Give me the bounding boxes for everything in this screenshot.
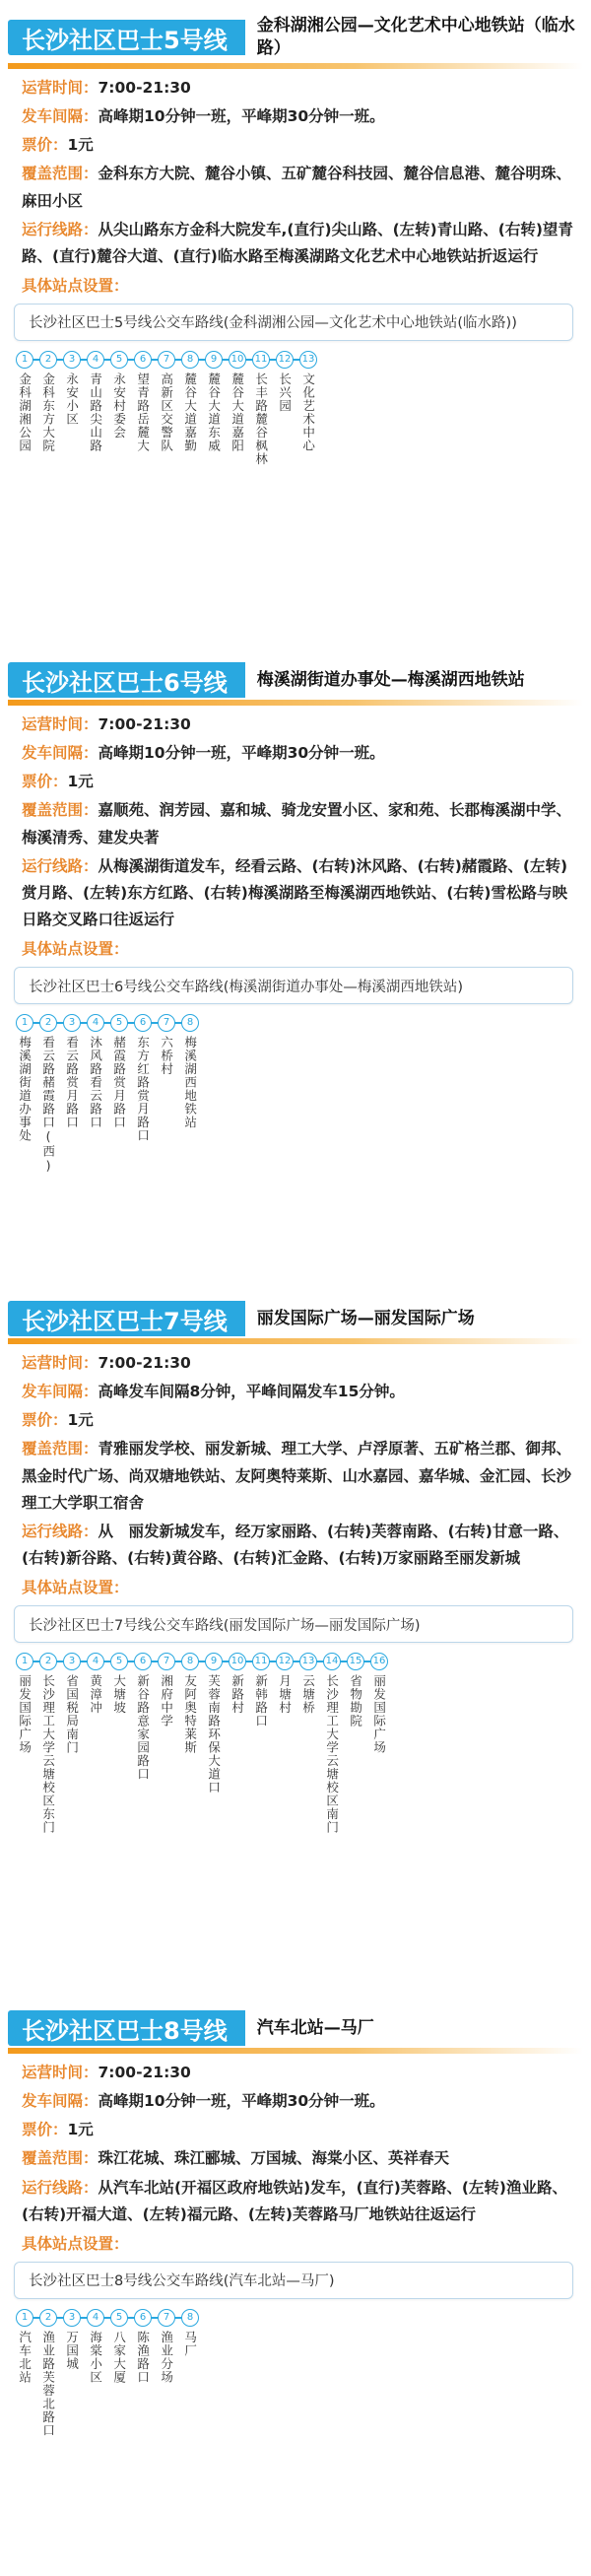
stop-name: 文化艺术中心 <box>300 372 316 452</box>
stop-number: 11 <box>252 351 270 369</box>
stop-item <box>156 2309 177 2384</box>
stop-number: 13 <box>299 351 317 369</box>
line-7-section <box>0 1301 591 1834</box>
stop-item <box>108 2309 130 2384</box>
line-6-header <box>8 662 583 698</box>
stops-diagram <box>14 351 591 466</box>
stop-item <box>179 2309 201 2357</box>
route-name: 梅溪湖街道办事处—梅溪湖西地铁站 <box>256 669 525 690</box>
interval-label: 发车间隔： <box>22 744 98 763</box>
interval-value: 高峰期10分钟一班，平峰期30分钟一班。 <box>98 2092 385 2111</box>
hours-value: 7:00-21:30 <box>98 2064 191 2081</box>
fare-label: 票价： <box>22 1411 68 1430</box>
fare-value: 1元 <box>67 1411 94 1430</box>
stop-number: 1 <box>16 2309 33 2327</box>
stop-item <box>297 1653 319 1715</box>
stop-name: 梅溪湖西地铁站 <box>182 1036 198 1129</box>
stop-name: 湘府中学 <box>159 1674 174 1728</box>
route-value: 从 丽发新城发车，经万家丽路、(右转)芙蓉南路、(右转)甘意一路、(右转)新谷路、(右转)黄谷路、(右转)汇金路、(右转)万家丽路至丽发新城 <box>22 1522 569 1567</box>
route-name: 金科湖湘公园—文化艺术中心地铁站（临水路） <box>256 16 575 58</box>
coverage-label: 覆盖范围： <box>22 2149 98 2168</box>
stop-number: 3 <box>63 1014 81 1032</box>
stop-name: 黄漳冲 <box>88 1674 103 1715</box>
stop-item <box>250 1653 272 1728</box>
divider-bar <box>8 700 583 706</box>
hours-value: 7:00-21:30 <box>98 715 191 733</box>
stop-item <box>108 351 130 440</box>
line-6-section <box>0 662 591 1174</box>
stop-number: 16 <box>370 1653 388 1670</box>
line-details <box>22 712 579 933</box>
route-box: 长沙社区巴士7号线公交车路线(丽发国际广场—丽发国际广场) <box>14 1605 573 1643</box>
route-value: 从汽车北站(开福区政府地铁站)发车，(直行)芙蓉路、(左转)渔业路、(右转)开福大道、(左转)福元路、(左转)芙蓉路马厂地铁站往返运行 <box>22 2178 568 2223</box>
stop-number: 12 <box>276 1653 294 1670</box>
stop-number: 8 <box>181 1653 199 1670</box>
stop-number: 12 <box>276 351 294 369</box>
stop-name: 马厂 <box>182 2330 198 2357</box>
stop-number: 11 <box>252 1653 270 1670</box>
stop-name: 看云路赭霞路口(西) <box>40 1036 56 1174</box>
stop-item <box>227 1653 248 1715</box>
stop-item <box>37 1014 59 1174</box>
stop-item <box>156 1653 177 1728</box>
route-name: 丽发国际广场—丽发国际广场 <box>256 1308 475 1328</box>
stop-item <box>227 351 248 452</box>
coverage-value: 珠江花城、珠江郦城、万国城、海棠小区、英祥春天 <box>98 2149 450 2168</box>
stop-name: 长兴园 <box>277 372 293 413</box>
hours-value: 7:00-21:30 <box>98 1354 191 1372</box>
divider-bar <box>8 1338 583 1344</box>
line-details <box>22 75 579 270</box>
stop-item <box>61 1653 83 1754</box>
stop-item <box>203 1653 225 1795</box>
fare-label: 票价： <box>22 773 68 791</box>
stop-name: 万国城 <box>64 2330 80 2371</box>
interval-label: 发车间隔： <box>22 107 98 126</box>
line-8-section <box>0 2010 591 2447</box>
stop-name: 省物勘院 <box>348 1674 363 1728</box>
interval-value: 高峰期10分钟一班，平峰期30分钟一班。 <box>98 107 385 126</box>
stop-number: 7 <box>158 1653 175 1670</box>
fare-value: 1元 <box>67 773 94 791</box>
stop-number: 4 <box>87 1653 104 1670</box>
stop-number: 7 <box>158 1014 175 1032</box>
stop-name: 六桥村 <box>159 1036 174 1076</box>
stop-name: 赭霞路赏月路口 <box>111 1036 127 1129</box>
stop-name: 麓谷大道嘉阳 <box>230 372 245 452</box>
route-box: 长沙社区巴士6号线公交车路线(梅溪湖街道办事处—梅溪湖西地铁站) <box>14 967 573 1004</box>
stop-number: 1 <box>16 1653 33 1670</box>
stop-name: 新路村 <box>230 1674 245 1715</box>
hours-label: 运营时间： <box>22 79 98 97</box>
divider-bar <box>8 2048 583 2054</box>
stop-number: 7 <box>158 2309 175 2327</box>
route-box: 长沙社区巴士8号线公交车路线(汽车北站—马厂) <box>14 2262 573 2299</box>
stop-name: 永安小区 <box>64 372 80 426</box>
stop-name: 云塘桥 <box>300 1674 316 1715</box>
stop-number: 4 <box>87 351 104 369</box>
stop-item <box>37 351 59 452</box>
stop-item <box>85 351 106 452</box>
stop-item <box>321 1653 343 1834</box>
stop-number: 8 <box>181 2309 199 2327</box>
stop-name: 金科东方大院 <box>40 372 56 452</box>
stops-label: 具体站点设置： <box>22 2234 129 2253</box>
stop-item <box>37 1653 59 1834</box>
stop-number: 14 <box>323 1653 341 1670</box>
fare-value: 1元 <box>67 2121 94 2139</box>
stop-name: 汽车北站 <box>17 2330 33 2384</box>
line-title: 长沙社区巴士8号线 <box>8 2010 245 2046</box>
interval-label: 发车间隔： <box>22 1383 98 1401</box>
stop-number: 4 <box>87 1014 104 1032</box>
stop-name: 渔业路芙蓉北路口 <box>40 2330 56 2437</box>
stop-name: 陈渔路口 <box>135 2330 151 2384</box>
stop-name: 省国税局南门 <box>64 1674 80 1754</box>
stop-name: 沐风路看云路口 <box>88 1036 103 1129</box>
divider-bar <box>8 63 583 69</box>
stop-name: 看云路赏月路口 <box>64 1036 80 1129</box>
line-title: 长沙社区巴士5号线 <box>8 20 245 55</box>
route-label: 运行线路： <box>22 1522 98 1540</box>
stops-label: 具体站点设置： <box>22 276 129 295</box>
stop-item <box>345 1653 366 1728</box>
stop-name: 长沙理工大学云塘校区南门 <box>324 1674 340 1834</box>
stop-number: 2 <box>39 1653 57 1670</box>
stop-item <box>37 2309 59 2437</box>
stop-name: 芙蓉南路环保大道口 <box>206 1674 222 1795</box>
interval-label: 发车间隔： <box>22 2092 98 2111</box>
line-details <box>22 1350 579 1572</box>
stop-name: 海棠小区 <box>88 2330 103 2384</box>
stop-name: 新谷路意家园路口 <box>135 1674 151 1781</box>
stops-diagram <box>14 1014 591 1174</box>
stop-number: 3 <box>63 1653 81 1670</box>
fare-label: 票价： <box>22 2121 68 2139</box>
route-value: 从梅溪湖街道发车，经看云路、(右转)沐风路、(右转)赭霞路、(左转)赏月路、(左转)东方红路、(右转)梅溪湖路至梅溪湖西地铁站、(右转)雪松路与映日路交叉路口往返运行 <box>22 856 568 928</box>
hours-label: 运营时间： <box>22 1354 98 1372</box>
stop-number: 6 <box>134 351 152 369</box>
route-label: 运行线路： <box>22 220 98 238</box>
line-7-header <box>8 1301 583 1336</box>
stop-name: 高新区交警队 <box>159 372 174 452</box>
stop-name: 望青路岳麓大 <box>135 372 151 452</box>
stop-number: 4 <box>87 2309 104 2327</box>
stop-item <box>85 1653 106 1715</box>
stop-item <box>297 351 319 452</box>
stop-item <box>132 351 154 452</box>
stop-item <box>179 1653 201 1754</box>
stop-name: 长丰路麓谷枫林 <box>253 372 269 466</box>
route-label: 运行线路： <box>22 2178 98 2197</box>
stop-name: 长沙理工大学云塘校区东门 <box>40 1674 56 1834</box>
stop-number: 8 <box>181 1014 199 1032</box>
stop-item <box>14 351 35 452</box>
stop-item <box>14 2309 35 2384</box>
stop-item <box>14 1014 35 1142</box>
stop-item <box>61 2309 83 2371</box>
stop-name: 八家大厦 <box>111 2330 127 2384</box>
stop-number: 6 <box>134 2309 152 2327</box>
coverage-label: 覆盖范围： <box>22 165 98 183</box>
stop-name: 东方红路赏月路口 <box>135 1036 151 1142</box>
stop-item <box>61 351 83 426</box>
fare-label: 票价： <box>22 136 68 155</box>
stop-number: 2 <box>39 351 57 369</box>
coverage-label: 覆盖范围： <box>22 801 98 820</box>
coverage-value: 金科东方大院、麓谷小镇、五矿麓谷科技园、麓谷信息港、麓谷明珠、麻田小区 <box>22 165 572 210</box>
hours-label: 运营时间： <box>22 2064 98 2081</box>
stop-item <box>108 1014 130 1129</box>
stop-number: 1 <box>16 1014 33 1032</box>
stop-item <box>85 1014 106 1129</box>
stop-item <box>85 2309 106 2384</box>
stop-number: 5 <box>110 2309 128 2327</box>
stop-name: 金科湖湘公园 <box>17 372 33 452</box>
stop-name: 新韩路口 <box>253 1674 269 1728</box>
stop-item <box>156 351 177 452</box>
stop-number: 7 <box>158 351 175 369</box>
route-label: 运行线路： <box>22 856 98 875</box>
stop-name: 渔业分场 <box>159 2330 174 2384</box>
stop-item <box>368 1653 390 1754</box>
stop-item <box>203 351 225 452</box>
line-title: 长沙社区巴士7号线 <box>8 1301 245 1336</box>
stop-item <box>250 351 272 466</box>
stop-item <box>61 1014 83 1129</box>
hours-value: 7:00-21:30 <box>98 79 191 97</box>
coverage-value: 青雅丽发学校、丽发新城、理工大学、卢浮原著、五矿格兰郡、御邦、黑金时代广场、尚双塘地铁站、友阿奥特莱斯、山水嘉园、嘉华城、金汇园、长沙理工大学职工宿舍 <box>22 1440 572 1512</box>
stop-item <box>274 1653 296 1715</box>
stop-item <box>179 351 201 452</box>
stop-number: 5 <box>110 1653 128 1670</box>
stops-diagram <box>14 2309 591 2447</box>
stop-name: 梅溪湖街道办事处 <box>17 1036 33 1142</box>
stop-name: 大塘坡 <box>111 1674 127 1715</box>
stop-name: 麓谷大道东威 <box>206 372 222 452</box>
stop-item <box>179 1014 201 1129</box>
stop-name: 月塘村 <box>277 1674 293 1715</box>
line-5-section <box>0 16 591 466</box>
line-5-header <box>8 16 583 58</box>
stop-number: 5 <box>110 351 128 369</box>
stop-item <box>132 1653 154 1781</box>
stop-item <box>108 1653 130 1715</box>
stop-number: 10 <box>229 1653 246 1670</box>
stop-name: 友阿奥特莱斯 <box>182 1674 198 1754</box>
stop-number: 9 <box>205 1653 223 1670</box>
stop-number: 3 <box>63 351 81 369</box>
stop-number: 15 <box>347 1653 364 1670</box>
stops-diagram <box>14 1653 591 1834</box>
stop-number: 6 <box>134 1014 152 1032</box>
stop-number: 6 <box>134 1653 152 1670</box>
stop-item <box>274 351 296 413</box>
stop-item <box>156 1014 177 1076</box>
stop-item <box>14 1653 35 1754</box>
route-box: 长沙社区巴士5号线公交车路线(金科湖湘公园—文化艺术中心地铁站(临水路)) <box>14 304 573 341</box>
line-8-header <box>8 2010 583 2046</box>
stop-number: 1 <box>16 351 33 369</box>
line-details <box>22 2060 579 2228</box>
hours-label: 运营时间： <box>22 715 98 733</box>
coverage-label: 覆盖范围： <box>22 1440 98 1458</box>
coverage-value: 嘉顺苑、润芳园、嘉和城、骑龙安置小区、家和苑、长郡梅溪湖中学、梅溪清秀、建发央著 <box>22 801 572 847</box>
stop-number: 2 <box>39 1014 57 1032</box>
stop-name: 青山路尖山路 <box>88 372 103 452</box>
stop-name: 永安村委会 <box>111 372 127 440</box>
stop-item <box>132 1014 154 1142</box>
route-name: 汽车北站—马厂 <box>256 2017 374 2038</box>
stop-name: 丽发国际广场 <box>371 1674 387 1754</box>
stop-number: 13 <box>299 1653 317 1670</box>
stop-number: 9 <box>205 351 223 369</box>
stop-name: 麓谷大道嘉勤 <box>182 372 198 452</box>
interval-value: 高峰发车间隔8分钟，平峰间隔发车15分钟。 <box>98 1383 405 1401</box>
stop-name: 丽发国际广场 <box>17 1674 33 1754</box>
stop-number: 5 <box>110 1014 128 1032</box>
stops-label: 具体站点设置： <box>22 940 129 958</box>
stop-number: 10 <box>229 351 246 369</box>
fare-value: 1元 <box>67 136 94 155</box>
stop-number: 2 <box>39 2309 57 2327</box>
stop-number: 8 <box>181 351 199 369</box>
stop-number: 3 <box>63 2309 81 2327</box>
stop-item <box>132 2309 154 2384</box>
route-value: 从尖山路东方金科大院发车,(直行)尖山路、(左转)青山路、(右转)望青路、(直行)麓谷大道、(直行)临水路至梅溪湖路文化艺术中心地铁站折返运行 <box>22 220 573 265</box>
interval-value: 高峰期10分钟一班，平峰期30分钟一班。 <box>98 744 385 763</box>
stops-label: 具体站点设置： <box>22 1579 129 1596</box>
line-title: 长沙社区巴士6号线 <box>8 662 245 698</box>
